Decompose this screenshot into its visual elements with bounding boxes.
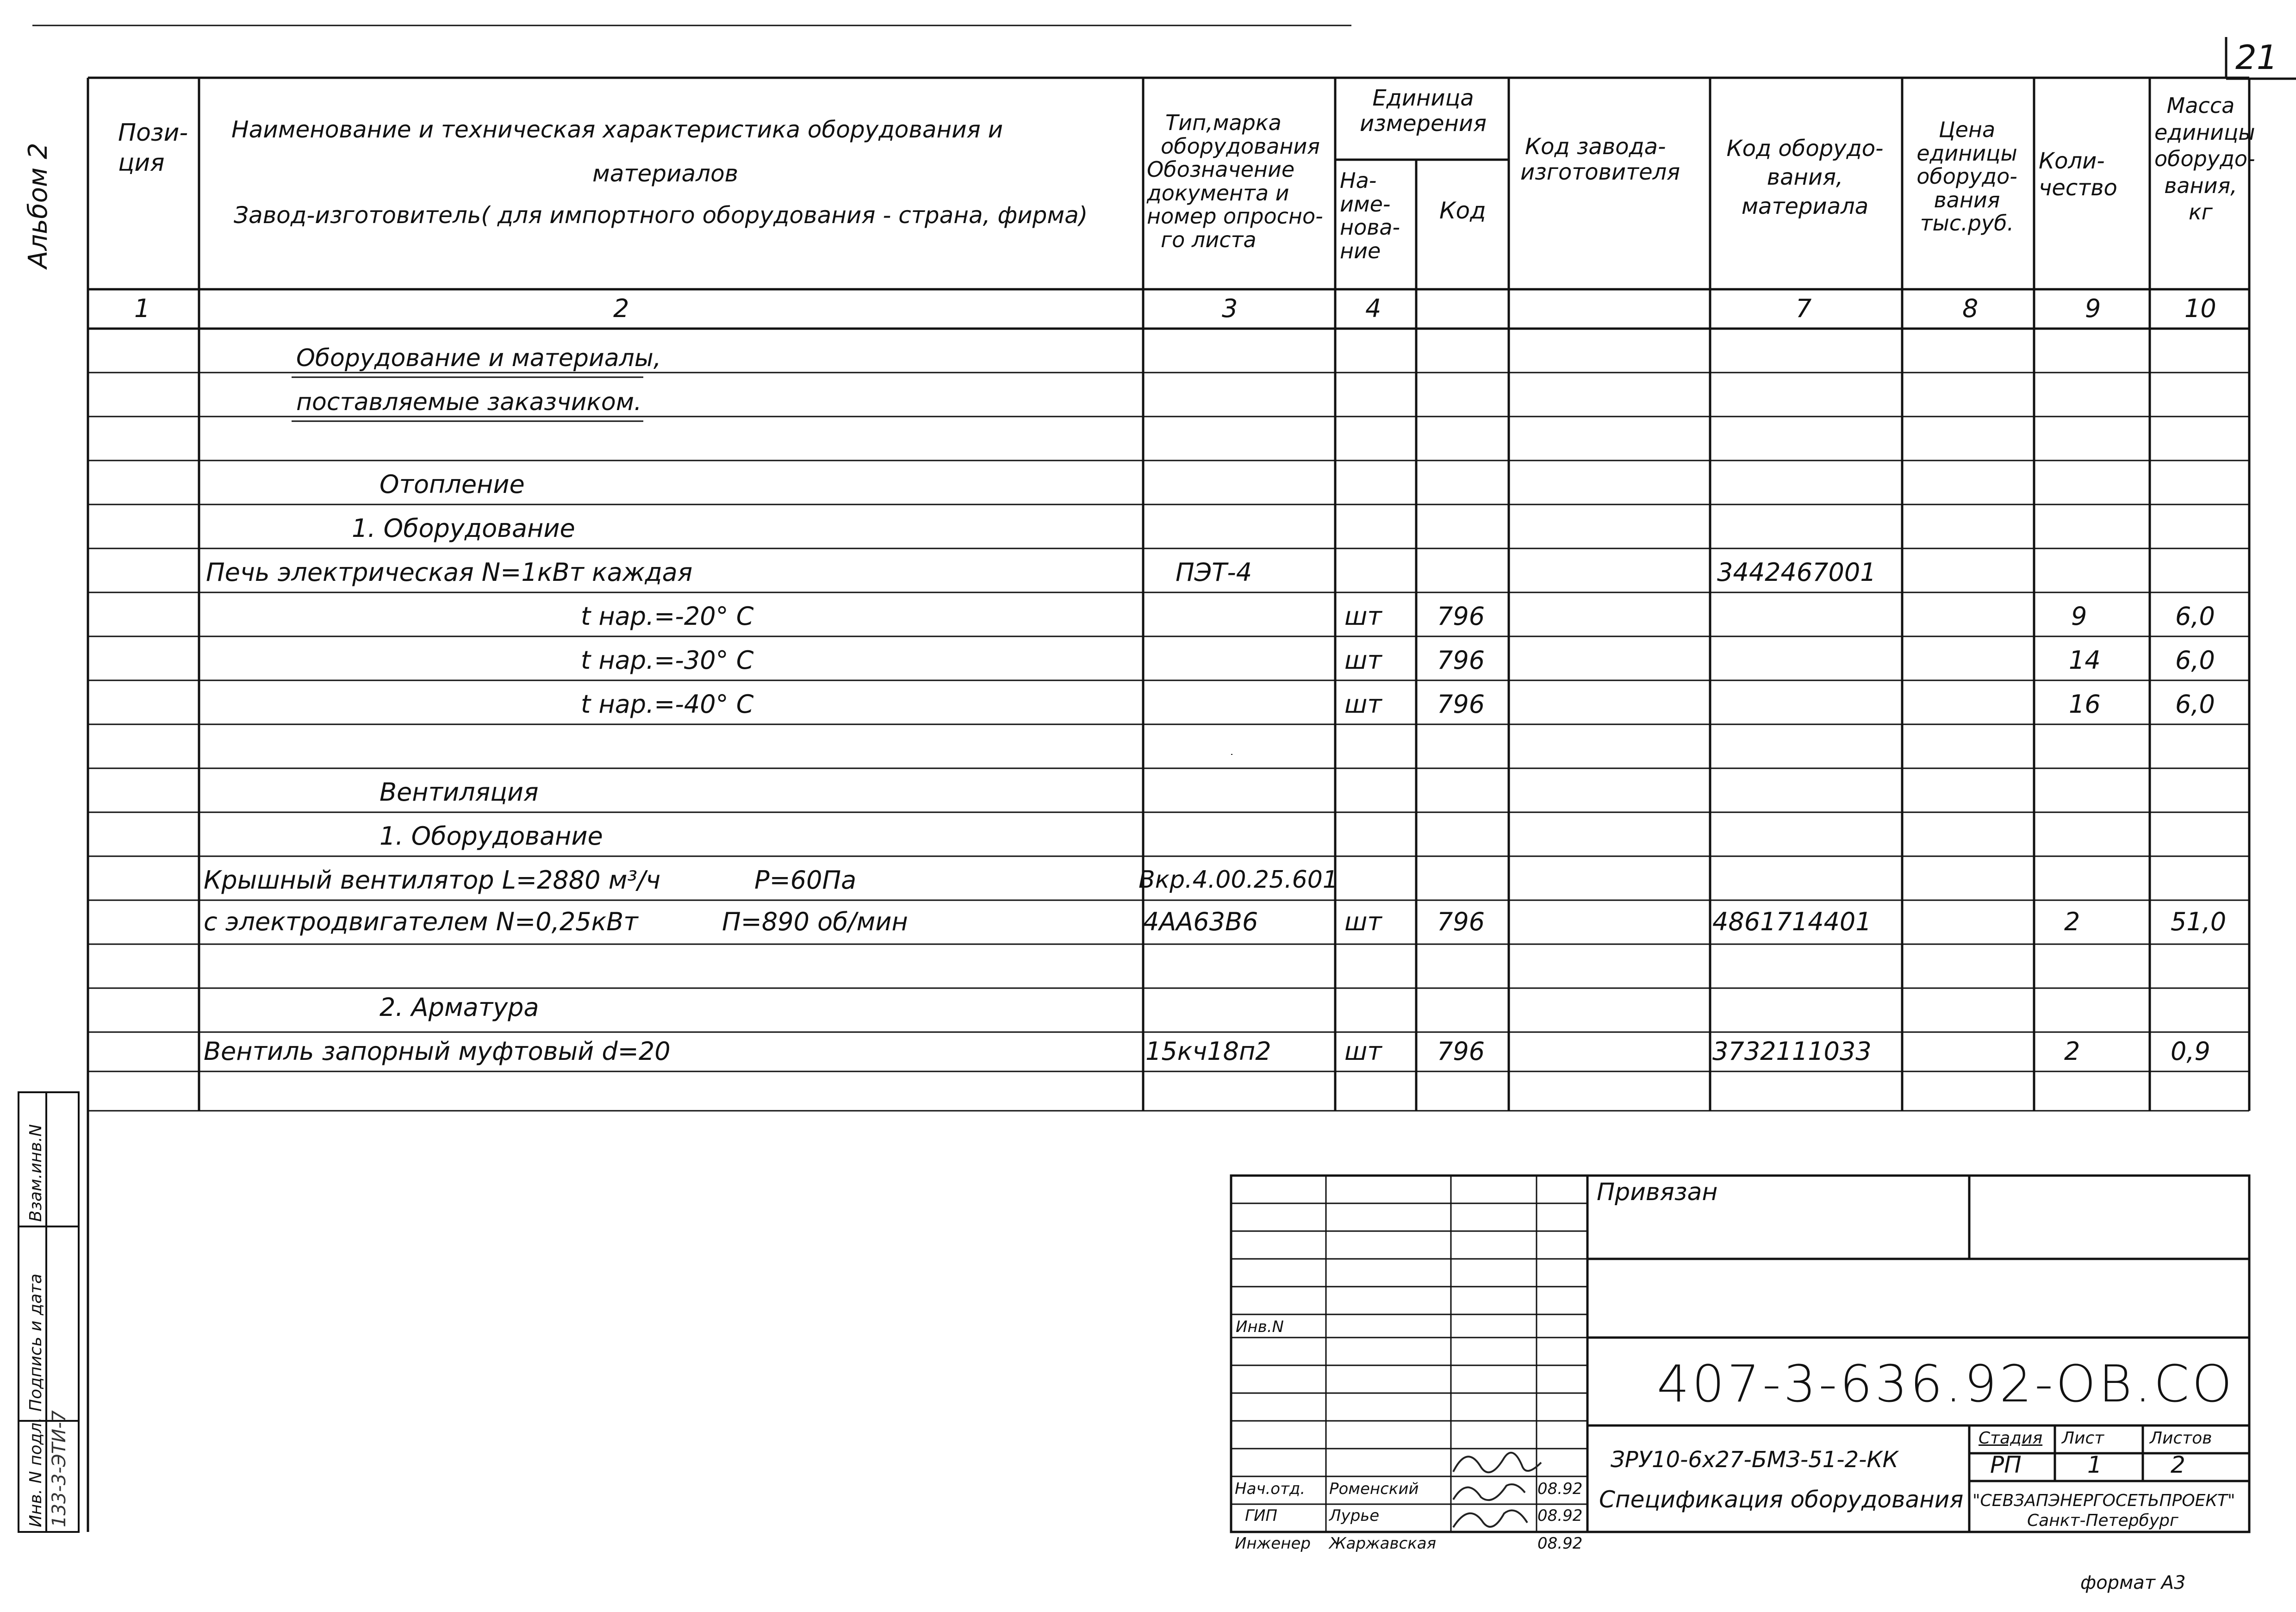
- section-ventilation: Вентиляция: [380, 778, 539, 807]
- row-valve-equip-code: 3732111033: [1712, 1037, 1872, 1066]
- organization: "СЕВЗАПЭНЕРГОСЕТЬПРОЕКТ": [1972, 1491, 2235, 1510]
- section-title-line1: Оборудование и материалы,: [296, 344, 661, 372]
- header-unit-name: На- име- нова- ние: [1340, 168, 1400, 263]
- header-position: Пози- ция: [118, 119, 188, 177]
- header-name-line3: Завод-изготовитель( для импортного оборудования - страна, фирма): [234, 202, 1088, 229]
- row-motor-code: 796: [1437, 907, 1485, 936]
- header-name-line1: Наименование и техническая характеристика оборудования и: [231, 116, 1003, 143]
- subsection-heating-equipment: 1. Оборудование: [352, 514, 575, 543]
- signer-date-3: 08.92: [1537, 1534, 1583, 1553]
- colnum-3: 3: [1222, 294, 1238, 323]
- row-motor-name: с электродвигателем N=0,25кВт: [204, 907, 638, 936]
- row-motor-speed: П=890 об/мин: [722, 907, 908, 936]
- row-motor-qty: 2: [2064, 907, 2080, 936]
- album-label: Альбом 2: [23, 143, 53, 268]
- row-heater-type: ПЭТ-4: [1176, 558, 1252, 587]
- sheets-label: Листов: [2150, 1429, 2212, 1448]
- signer-name-1: Роменский: [1329, 1480, 1419, 1498]
- row-fan-type: Вкр.4.00.25.601: [1139, 866, 1338, 894]
- row-valve-type: 15кч18п2: [1145, 1037, 1271, 1066]
- sheet-title: Спецификация оборудования: [1599, 1486, 1964, 1513]
- sheet-value: 1: [2087, 1451, 2102, 1478]
- section-title-line2: поставляемые заказчиком.: [296, 388, 642, 416]
- row-valve-mass: 0,9: [2171, 1037, 2210, 1066]
- header-maker-code: Код завода- изготовителя: [1520, 134, 1680, 186]
- row-t40-mass: 6,0: [2175, 690, 2215, 719]
- row-motor-type: 4АА63В6: [1143, 907, 1258, 936]
- header-unit-code: Код: [1439, 197, 1486, 224]
- header-name-line2: материалов: [592, 160, 739, 187]
- subsection-fittings: 2. Арматура: [380, 993, 539, 1022]
- format-label: формат А3: [2080, 1572, 2186, 1593]
- signer-role-1: Нач.отд.: [1235, 1480, 1306, 1498]
- stamp-signature-date: Подпись и дата: [26, 1273, 45, 1412]
- row-t30-unit: шт: [1344, 646, 1382, 675]
- row-t20-mass: 6,0: [2175, 602, 2215, 631]
- colnum-4: 4: [1365, 294, 1381, 323]
- stamp-handwritten-number: 133-3-ЭТИ-7: [49, 1410, 70, 1527]
- subsection-ventilation-equipment: 1. Оборудование: [380, 822, 603, 851]
- sheets-value: 2: [2171, 1451, 2185, 1478]
- colnum-9: 9: [2085, 294, 2101, 323]
- row-heater-equip-code: 3442467001: [1717, 558, 1876, 587]
- row-motor-mass: 51,0: [2171, 907, 2227, 936]
- row-fan-name: Крышный вентилятор L=2880 м³/ч: [204, 865, 661, 895]
- sheet-label: Лист: [2062, 1429, 2104, 1448]
- header-equip-code: Код оборудо- вания, материала: [1726, 136, 1884, 219]
- page-number: 21: [2235, 38, 2278, 77]
- header-type: Тип,марка оборудования Обозначение документа и номер опросно- го листа: [1147, 110, 1323, 252]
- header-price: Цена единицы оборудо- вания тыс.руб.: [1916, 117, 2017, 236]
- signer-role-3: Инженер: [1235, 1534, 1311, 1553]
- header-mass: Масса единицы оборудо- вания, кг: [2154, 93, 2255, 224]
- project-name: ЗРУ10-6х27-БМЗ-51-2-КК: [1611, 1447, 1898, 1473]
- row-heater-name: Печь электрическая N=1кВт каждая: [206, 558, 693, 587]
- header-unit-group: Единица измерения: [1360, 85, 1487, 137]
- signer-name-2: Лурье: [1329, 1506, 1380, 1525]
- row-motor-equip-code: 4861714401: [1712, 907, 1872, 936]
- row-t30-qty: 14: [2069, 646, 2101, 675]
- document-code: 407-3-636.92-ОВ.СО: [1657, 1354, 2235, 1413]
- inv-n-label: Инв.N: [1236, 1318, 1284, 1336]
- stage-value: РП: [1990, 1451, 2022, 1478]
- row-t30-mass: 6,0: [2175, 646, 2215, 675]
- row-t20-code: 796: [1437, 602, 1485, 631]
- city: Санкт-Петербург: [2027, 1511, 2178, 1530]
- stamp-inv-original: Инв. N подл.: [26, 1417, 45, 1527]
- row-motor-unit: шт: [1344, 907, 1382, 936]
- row-t30-name: t нар.=-30° С: [581, 646, 754, 675]
- colnum-1: 1: [134, 294, 150, 323]
- signer-date-1: 08.92: [1537, 1480, 1583, 1498]
- row-t30-code: 796: [1437, 646, 1485, 675]
- colnum-2: 2: [613, 294, 629, 323]
- header-qty: Коли- чество: [2039, 148, 2117, 201]
- privyazan-label: Привязан: [1597, 1178, 1718, 1206]
- row-t40-name: t нар.=-40° С: [581, 690, 754, 719]
- row-fan-pressure: Р=60Па: [754, 865, 857, 895]
- row-t20-qty: 9: [2071, 602, 2087, 631]
- stamp-vzam-inv: Взам.инв.N: [26, 1124, 45, 1222]
- row-valve-qty: 2: [2064, 1037, 2080, 1066]
- stage-label: Стадия: [1979, 1429, 2043, 1448]
- row-t40-qty: 16: [2069, 690, 2101, 719]
- signer-role-2: ГИП: [1245, 1506, 1277, 1525]
- colnum-8: 8: [1962, 294, 1979, 323]
- colnum-7: 7: [1796, 294, 1812, 323]
- signature-scribbles: [1453, 1453, 1541, 1527]
- row-valve-name: Вентиль запорный муфтовый d=20: [204, 1037, 671, 1066]
- row-valve-code: 796: [1437, 1037, 1485, 1066]
- row-t20-unit: шт: [1344, 602, 1382, 631]
- row-t40-code: 796: [1437, 690, 1485, 719]
- signer-date-2: 08.92: [1537, 1506, 1583, 1525]
- row-t40-unit: шт: [1344, 690, 1382, 719]
- colnum-10: 10: [2184, 294, 2216, 323]
- row-t20-name: t нар.=-20° С: [581, 602, 754, 631]
- row-valve-unit: шт: [1344, 1037, 1382, 1066]
- section-heating: Отопление: [380, 470, 525, 499]
- signer-name-3: Жаржавская: [1329, 1534, 1437, 1553]
